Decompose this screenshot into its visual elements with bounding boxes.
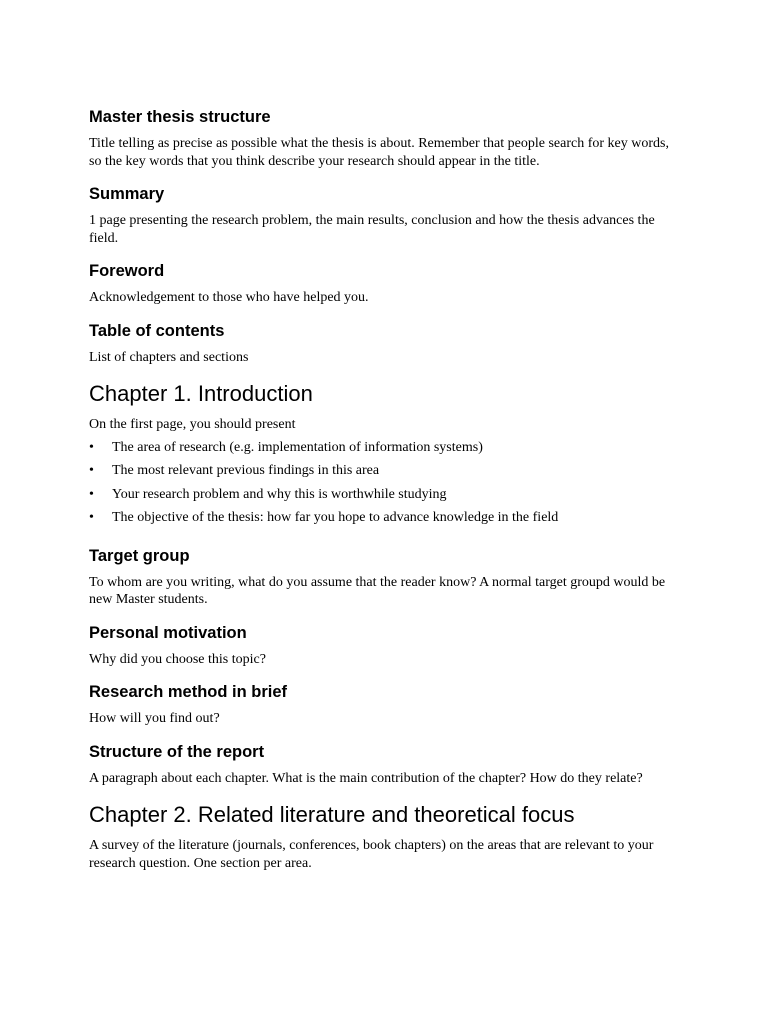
section-heading-personal-motivation: Personal motivation (89, 623, 247, 642)
section-body-table-of-contents: List of chapters and sections (89, 349, 249, 365)
bullet-icon: • (89, 510, 94, 525)
chapter-1-bullet-list (89, 436, 681, 530)
section-body-target-group: To whom are you writing, what do you assume that the reader know? A normal target groupd would be new Master students. (89, 574, 666, 607)
bullet-icon: • (89, 463, 94, 478)
list-item-text: The most relevant previous findings in this area (112, 463, 380, 478)
section-body-research-method: How will you find out? (89, 711, 220, 726)
section-heading-master-thesis-structure: Master thesis structure (89, 108, 271, 126)
section-heading-foreword: Foreword (89, 262, 165, 280)
section-heading-target-group: Target group (89, 546, 190, 565)
chapter-1-lead: On the first page, you should present (89, 417, 296, 432)
list-item (89, 459, 681, 483)
list-item-text: The objective of the thesis: how far you hope to advance knowledge in the field (112, 510, 559, 525)
section-body-foreword: Acknowledgement to those who have helped you. (89, 290, 369, 305)
section-body-structure-of-report: A paragraph about each chapter. What is the main contribution of the chapter? How do they relate? (89, 770, 643, 786)
list-item (89, 483, 681, 507)
section-body-personal-motivation: Why did you choose this topic? (89, 651, 266, 667)
bullet-icon: • (89, 439, 94, 455)
section-heading-structure-of-report: Structure of the report (89, 742, 265, 761)
list-item-text: The area of research (e.g. implementation of information systems) (112, 439, 483, 455)
bullet-icon: • (89, 486, 94, 502)
chapter-1-title: Chapter 1. Introduction (89, 381, 313, 406)
section-body-summary: 1 page presenting the research problem, the main results, conclusion and how the thesis advances the field. (89, 213, 655, 246)
section-heading-research-method: Research method in brief (89, 683, 288, 701)
section-body-master-thesis-structure: Title telling as precise as possible what the thesis is about. Remember that people search for key words, so the key words that you think describe your research should appear in the title. (89, 136, 669, 169)
list-item (89, 436, 681, 460)
document-content (89, 107, 681, 886)
list-item (89, 506, 681, 530)
section-heading-table-of-contents: Table of contents (89, 321, 225, 340)
section-heading-summary: Summary (89, 185, 165, 203)
chapter-2-body: A survey of the literature (journals, conferences, book chapters) on the areas that are relevant to your research question. One section per area. (89, 838, 654, 871)
chapter-2-title: Chapter 2. Related literature and theoretical focus (89, 802, 575, 827)
list-item-text: Your research problem and why this is worthwhile studying (112, 486, 447, 502)
